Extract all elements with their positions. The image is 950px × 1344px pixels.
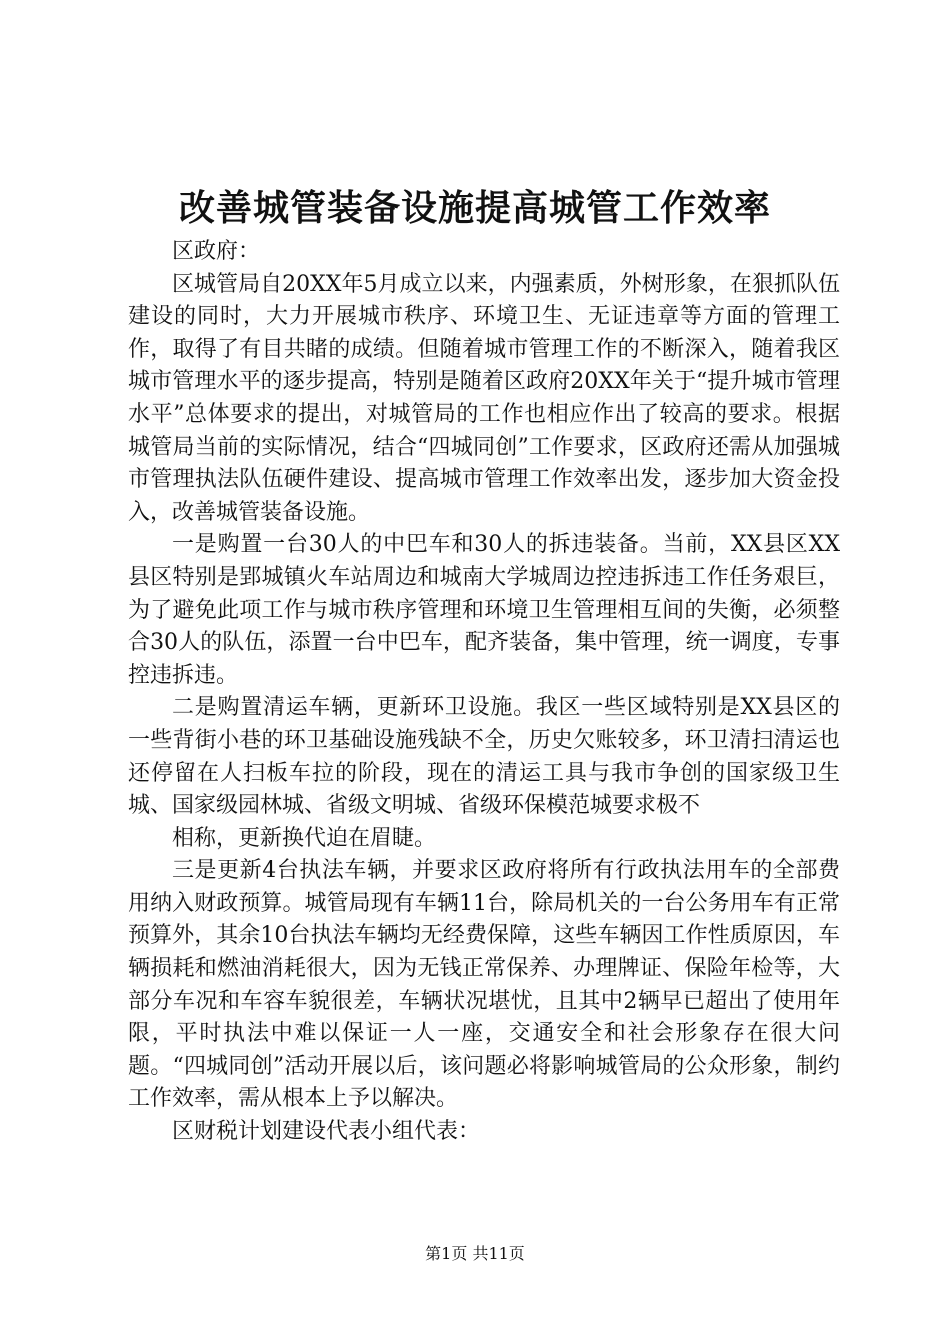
paragraph-item-3: 三是更新4台执法车辆，并要求区政府将所有行政执法用车的全部费用纳入财政预算。城管局现有车辆11台，除局机关的一台公务用车有正常预算外，其余10台执法车辆均无经费保障，这些车辆因工作性质原因，车辆损耗和燃油消耗很大，因为无钱正常保养、办理牌证、保险年检等，大部分车况和车容车貌很差，车辆状况堪忧，且其中2辆早已超出了使用年限，平时执法中难以保证一人一座，交通安全和社会形象存在很大问题。“四城同创”活动开展以后，该问题必将影响城管局的公众形象，制约工作效率，需从根本上予以解决。 — [128, 858, 840, 1112]
paragraph-signature: 区财税计划建设代表小组代表： — [172, 1119, 481, 1145]
paragraph-item-2-continued: 相称，更新换代迫在眉睫。 — [172, 825, 437, 851]
document-title: 改善城管装备设施提高城管工作效率 — [178, 187, 771, 229]
salutation: 区政府： — [172, 239, 261, 264]
document-body — [128, 236, 840, 1149]
paragraph-item-2: 二是购置清运车辆，更新环卫设施。我区一些区域特别是XX县区的一些背街小巷的环卫基础设施残缺不全，历史欠账较多，环卫清扫清运也还停留在人扫板车拉的阶段，现在的清运工具与我市争创的国家级卫生城、国家级园林城、省级文明城、省级环保模范城要求极不 — [128, 695, 840, 819]
page-number: 第1页 共11页 — [425, 1244, 525, 1263]
paragraph-item-1: 一是购置一台30人的中巴车和30人的拆违装备。当前，XX县区XX县区特别是郢城镇火车站周边和城南大学城周边控违拆违工作任务艰巨，为了避免此项工作与城市秩序管理和环境卫生管理相互间的失衡，必须整合30人的队伍，添置一台中巴车，配齐装备，集中管理，统一调度，专事控违拆违。 — [128, 532, 840, 688]
paragraph-intro: 区城管局自20XX年5月成立以来，内强素质，外树形象，在狠抓队伍建设的同时，大力开展城市秩序、环境卫生、无证违章等方面的管理工作，取得了有目共睹的成绩。但随着城市管理工作的不断深入，随着我区城市管理水平的逐步提高，特别是随着区政府20XX年关于“提升城市管理水平”总体要求的提出，对城管局的工作也相应作出了较高的要求。根据城管局当前的实际情况，结合“四城同创”工作要求，区政府还需从加强城市管理执法队伍硬件建设、提高城市管理工作效率出发，逐步加大资金投入，改善城管装备设施。 — [128, 271, 840, 525]
